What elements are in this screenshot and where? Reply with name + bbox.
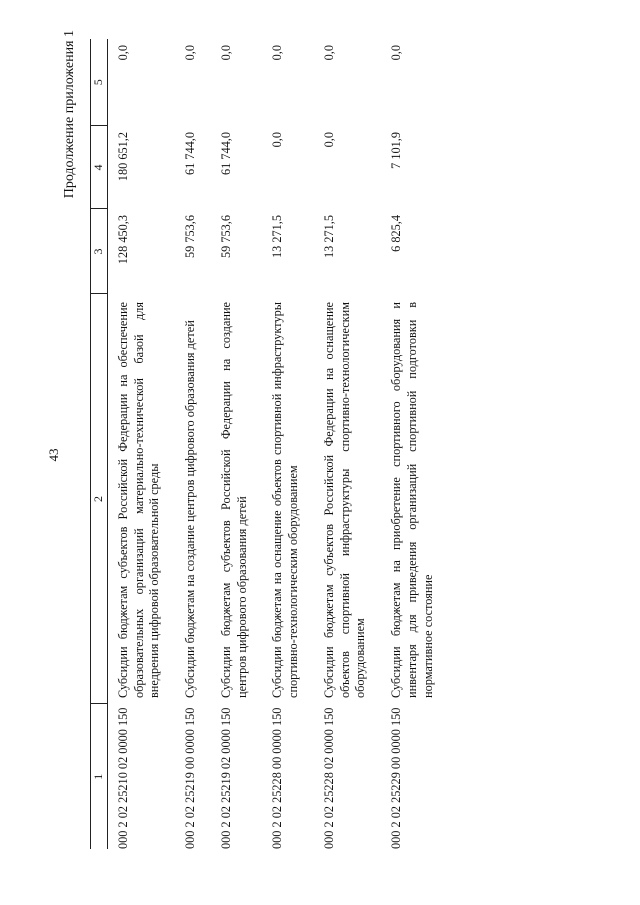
value-col-3: 128 450,3	[116, 215, 130, 265]
value-col-5: 0,0	[389, 45, 404, 61]
budget-code: 000 2 02 25228 00 0000 150	[270, 707, 285, 849]
column-header-3: 3	[91, 209, 108, 294]
table-row	[381, 39, 448, 849]
budget-code: 000 2 02 25219 00 0000 150	[183, 707, 198, 849]
value-col-4: 61 744,0	[183, 132, 198, 176]
budget-code: 000 2 02 25210 02 0000 150	[116, 707, 130, 849]
table-header-row	[91, 39, 108, 849]
table-row	[314, 39, 381, 849]
table-row	[108, 39, 176, 849]
budget-code: 000 2 02 25219 02 0000 150	[218, 707, 233, 849]
value-col-3: 59 753,6	[183, 215, 198, 259]
budget-code: 000 2 02 25228 02 0000 150	[321, 707, 336, 849]
row-description: Субсидии бюджетам субъектов Российской Федерации на создание центров цифрового образования детей	[218, 302, 249, 698]
table-row	[211, 39, 262, 849]
value-col-5: 0,0	[321, 45, 336, 61]
column-header-1: 1	[91, 704, 108, 849]
value-col-4: 7 101,9	[389, 132, 404, 169]
value-col-4: 180 651,2	[116, 132, 130, 182]
page-number: 43	[46, 448, 61, 462]
table-row	[262, 39, 313, 849]
table-row	[175, 39, 211, 849]
row-description: Субсидии бюджетам на оснащение объектов спортивной инфраструктуры спортивно-технологическим оборудованием	[270, 302, 301, 698]
value-col-3: 13 271,5	[270, 215, 285, 259]
row-description: Субсидии бюджетам субъектов Российской Федерации на обеспечение образовательных организаций материально-технической базой для внедрения цифровой образовательной среды	[116, 302, 162, 698]
row-description: Субсидии бюджетам субъектов Российской Федерации на оснащение объектов спортивной инфраструктуры спортивно-технологическим оборудованием	[321, 302, 368, 698]
budget-code: 000 2 02 25229 00 0000 150	[389, 707, 404, 849]
value-col-5: 0,0	[183, 45, 198, 61]
value-col-5: 0,0	[270, 45, 285, 61]
value-col-4: 0,0	[270, 132, 285, 148]
column-header-2: 2	[91, 294, 108, 704]
row-description: Субсидии бюджетам на приобретение спортивного оборудования и инвентаря для приведения организаций спортивной подготовки в нормативное состояние	[389, 302, 435, 698]
value-col-3: 59 753,6	[218, 215, 233, 259]
continuation-label: Продолжение приложения 1	[62, 30, 77, 199]
value-col-4: 61 744,0	[218, 132, 233, 176]
value-col-3: 6 825,4	[389, 215, 404, 252]
value-col-4: 0,0	[321, 132, 336, 148]
value-col-5: 0,0	[116, 45, 130, 61]
value-col-3: 13 271,5	[321, 215, 336, 259]
row-description: Субсидии бюджетам на создание центров цифрового образования детей	[183, 320, 198, 698]
column-header-5: 5	[91, 39, 108, 126]
value-col-5: 0,0	[218, 45, 233, 61]
column-header-4: 4	[91, 126, 108, 209]
budget-table	[90, 39, 448, 849]
